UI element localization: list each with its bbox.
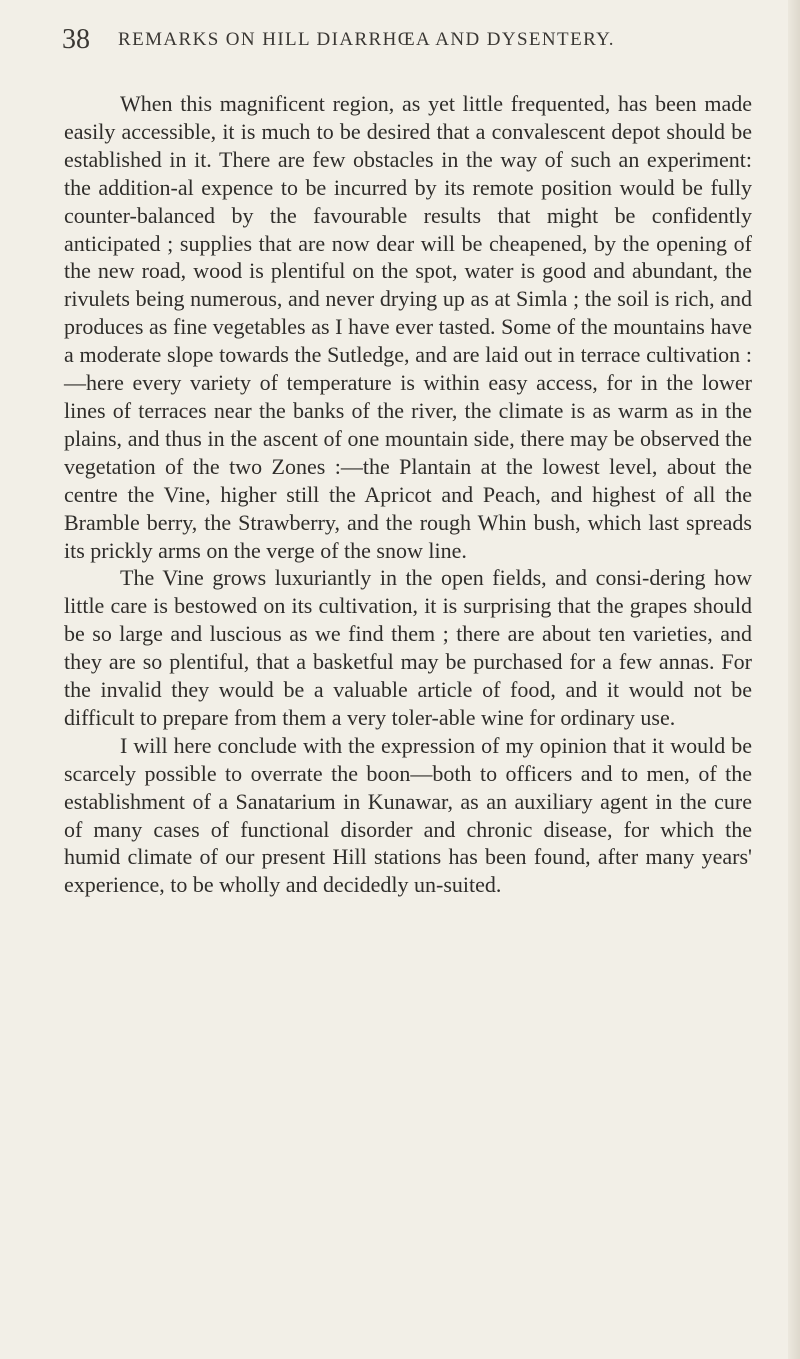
body-text — [64, 90, 752, 899]
paragraph-3: I will here conclude with the expression of my opinion that it would be scarcely possible to overrate the boon—both to officers and to men, of the establishment of a Sanatarium in Kunawar, as an auxiliary agent in the cure of many cases of functional disorder and chronic disease, for which the humid climate of our present Hill stations has been found, after many years' experience, to be wholly and decidedly un-suited. — [64, 732, 752, 898]
paragraph-1: When this magnificent region, as yet little frequented, has been made easily accessible, it is much to be desired that a convalescent depot should be established in it. There are few obstacles in the way of such an experiment: the addition-al expence to be incurred by its remote position would be fully counter-balanced by the favourable results that might be confidently anticipated ; supplies that are now dear will be cheapened, by the opening of the new road, wood is plentiful on the spot, water is good and abundant, the rivulets being numerous, and never drying up as at Simla ; the soil is rich, and produces as fine vegetables as I have ever tasted. Some of the mountains have a moderate slope towards the Sutledge, and are laid out in terrace cultivation :—here every variety of temperature is within easy access, for in the lower lines of terraces near the banks of the river, the climate is as warm as in the plains, and thus in the ascent of one mountain side, there may be observed the vegetation of the two Zones :—the Plantain at the lowest level, about the centre the Vine, higher still the Apricot and Peach, and highest of all the Bramble berry, the Strawberry, and the rough Whin bush, which last spreads its prickly arms on the verge of the snow line. — [64, 91, 752, 563]
paragraph-2: The Vine grows luxuriantly in the open fields, and consi-dering how little care is bestowed on its cultivation, it is surprising that the grapes should be so large and luscious as we find them ; there are about ten varieties, and they are so plentiful, that a basketful may be purchased for a few annas. For the invalid they would be a valuable article of food, and it would not be difficult to prepare from them a very toler-able wine for ordinary use. — [64, 565, 752, 730]
page-edge — [788, 0, 800, 1359]
running-title: REMARKS ON HILL DIARRHŒA AND DYSENTERY. — [118, 29, 615, 50]
page-header — [62, 20, 752, 60]
page-number: 38 — [62, 24, 90, 55]
